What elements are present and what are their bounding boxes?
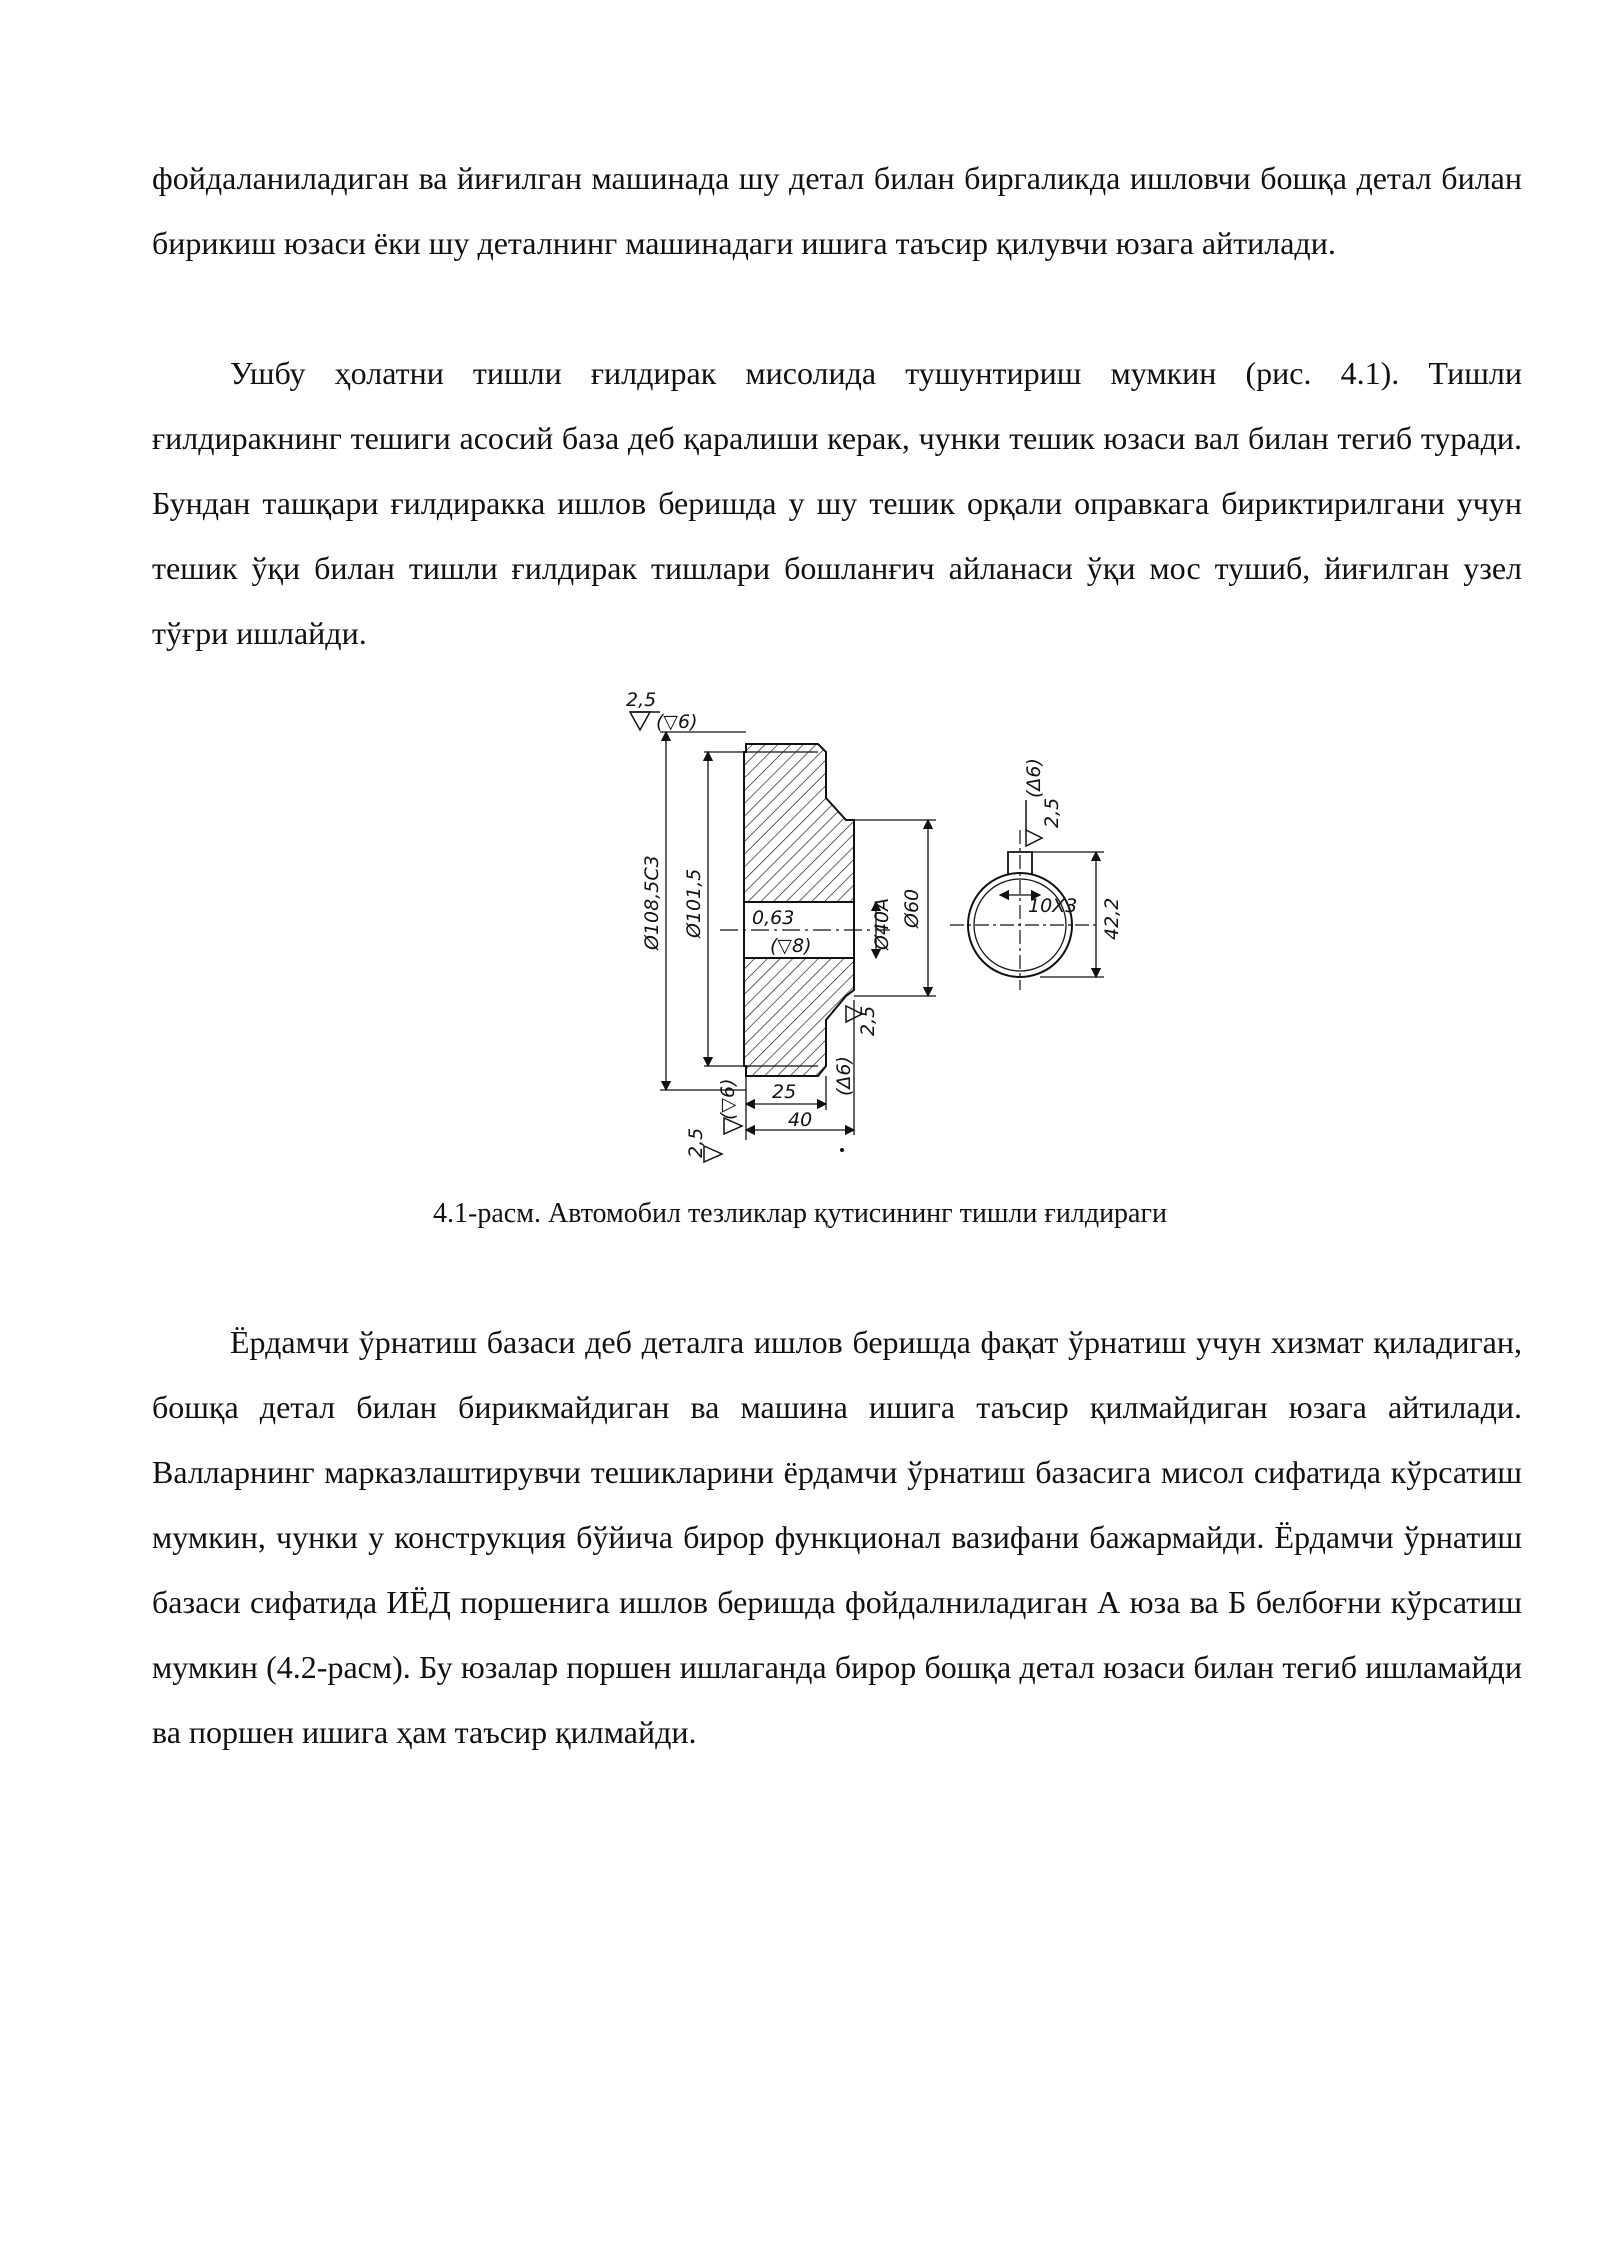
label-key-depth: 42,2 — [1101, 897, 1123, 940]
paragraph-1: фойдаланиладиган ва йиғилган машинада шу детал билан биргаликда ишловчи бошқа детал билан бирикиш юзаси ёки шу деталнинг машинадаги ишига таъсир қилувчи юзага айтилади. — [152, 160, 1522, 261]
label-length-25: 25 — [772, 1081, 797, 1103]
label-bore-roughness-class: (▽8) — [770, 935, 812, 957]
gear-technical-drawing — [600, 680, 1160, 1180]
figure-caption: 4.1-расм. Автомобил тезликлар қутисининг тишли ғилдираги — [433, 1198, 1167, 1229]
label-key-width: 10Х3 — [1028, 895, 1078, 917]
keyway-view — [950, 830, 1100, 990]
label-outer-diameter: Ø108,5С3 — [641, 855, 663, 950]
label-top-roughness-class: (▽6) — [656, 711, 698, 733]
label-bottom-roughness: 2,5 — [685, 1127, 707, 1158]
label-length-40: 40 — [788, 1109, 813, 1131]
roughness-symbol-bottom — [704, 1118, 742, 1162]
gear-drawing-figure — [600, 680, 1160, 1180]
label-top-roughness: 2,5 — [626, 689, 657, 711]
drawing-dot — [840, 1148, 844, 1152]
dimension-root-diameter — [704, 752, 746, 1066]
label-right-roughness-class: (Δ6) — [833, 1056, 855, 1096]
dimension-bore-diameter — [854, 820, 936, 996]
label-hub-diameter: Ø60 — [901, 888, 923, 928]
label-keyway-roughness-class: (Δ6) — [1023, 758, 1045, 798]
label-bore-diameter: Ø40А — [871, 897, 893, 950]
label-bore-roughness: 0,63 — [752, 907, 795, 929]
label-right-roughness: 2,5 — [857, 1005, 879, 1036]
label-root-diameter: Ø101,5 — [683, 868, 705, 938]
roughness-symbol-keyway — [1026, 800, 1042, 846]
paragraph-3: Ёрдамчи ўрнатиш базаси деб деталга ишлов беришда фақат ўрнатиш учун хизмат қиладиган, бошқа детал билан бирикмайдиган ва машина ишига таъсир қилмайдиган юзага айтилади. Валларнинг марказлаштирувчи тешикларини ёрдамчи ўрнатиш базасига мисол сифатида кўрсатиш мумкин, чунки у конструкция бўйича бирор функционал вазифани бажармайди. Ёрдамчи ўрнатиш базаси сифатида ИЁД поршенига ишлов беришда фойдалниладиган А юза ва Б белбоғни кўрсатиш мумкин (4.2-расм). Бу юзалар поршен ишлаганда бирор бошқа детал юзаси билан тегиб ишламайди ва поршен ишига ҳам таъсир қилмайди. — [152, 1324, 1522, 1750]
label-keyway-roughness: 2,5 — [1041, 797, 1063, 828]
paragraph-2: Ушбу ҳолатни тишли ғилдирак мисолида тушунтириш мумкин (рис. 4.1). Тишли ғилдиракнинг тешиги асосий база деб қаралиши керак, чунки тешик юзаси вал билан тегиб туради. Бундан ташқари ғилдиракка ишлов беришда у шу тешик орқали оправкага бириктирилгани учун тешик ўқи билан тишли ғилдирак тишлари бошланғич айланаси ўқи мос тушиб, йиғилган узел тўғри ишлайди. — [152, 355, 1522, 651]
label-bottom-roughness-class: (▽6) — [717, 1078, 739, 1120]
